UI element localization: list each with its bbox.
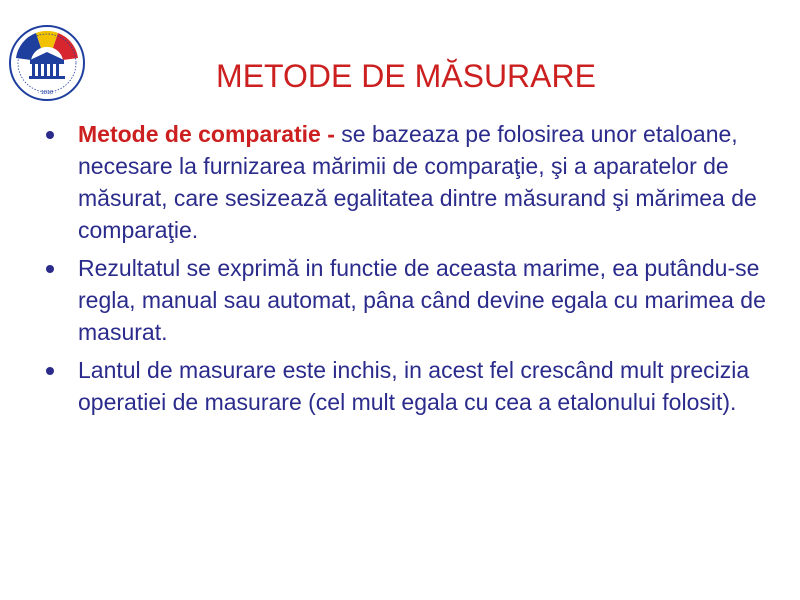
bullet-item-result xyxy=(42,252,772,348)
bullet-text: Lantul de masurare este inchis, in acest fel crescând mult precizia operatiei de masurare (cel mult egala cu cea a etalonului folosit). xyxy=(78,357,750,415)
bullet-item-comparison-methods xyxy=(42,118,772,246)
svg-text:· 1818 ·: · 1818 · xyxy=(37,90,57,96)
bullet-term: Metode de comparatie - xyxy=(78,121,342,147)
bullet-item-measurement-chain xyxy=(42,354,772,418)
bullet-text: Rezultatul se exprimă in functie de aceasta marime, ea putându-se regla, manual sau automat, pâna când devine egala cu marimea de masurat. xyxy=(78,255,766,345)
bullet-dot-icon xyxy=(46,367,54,375)
bullet-dot-icon xyxy=(46,131,54,139)
slide-title: METODE DE MĂSURARE xyxy=(216,58,596,94)
bullet-list xyxy=(42,118,772,424)
bullet-dot-icon xyxy=(46,265,54,273)
bullet-text: se bazeaza pe folosirea unor etaloane, necesare la furnizarea mărimii de comparaţie, şi a aparatelor de măsurat, care sesizează egalitatea dintre măsurand şi mărimea de comparaţie. xyxy=(78,121,757,243)
